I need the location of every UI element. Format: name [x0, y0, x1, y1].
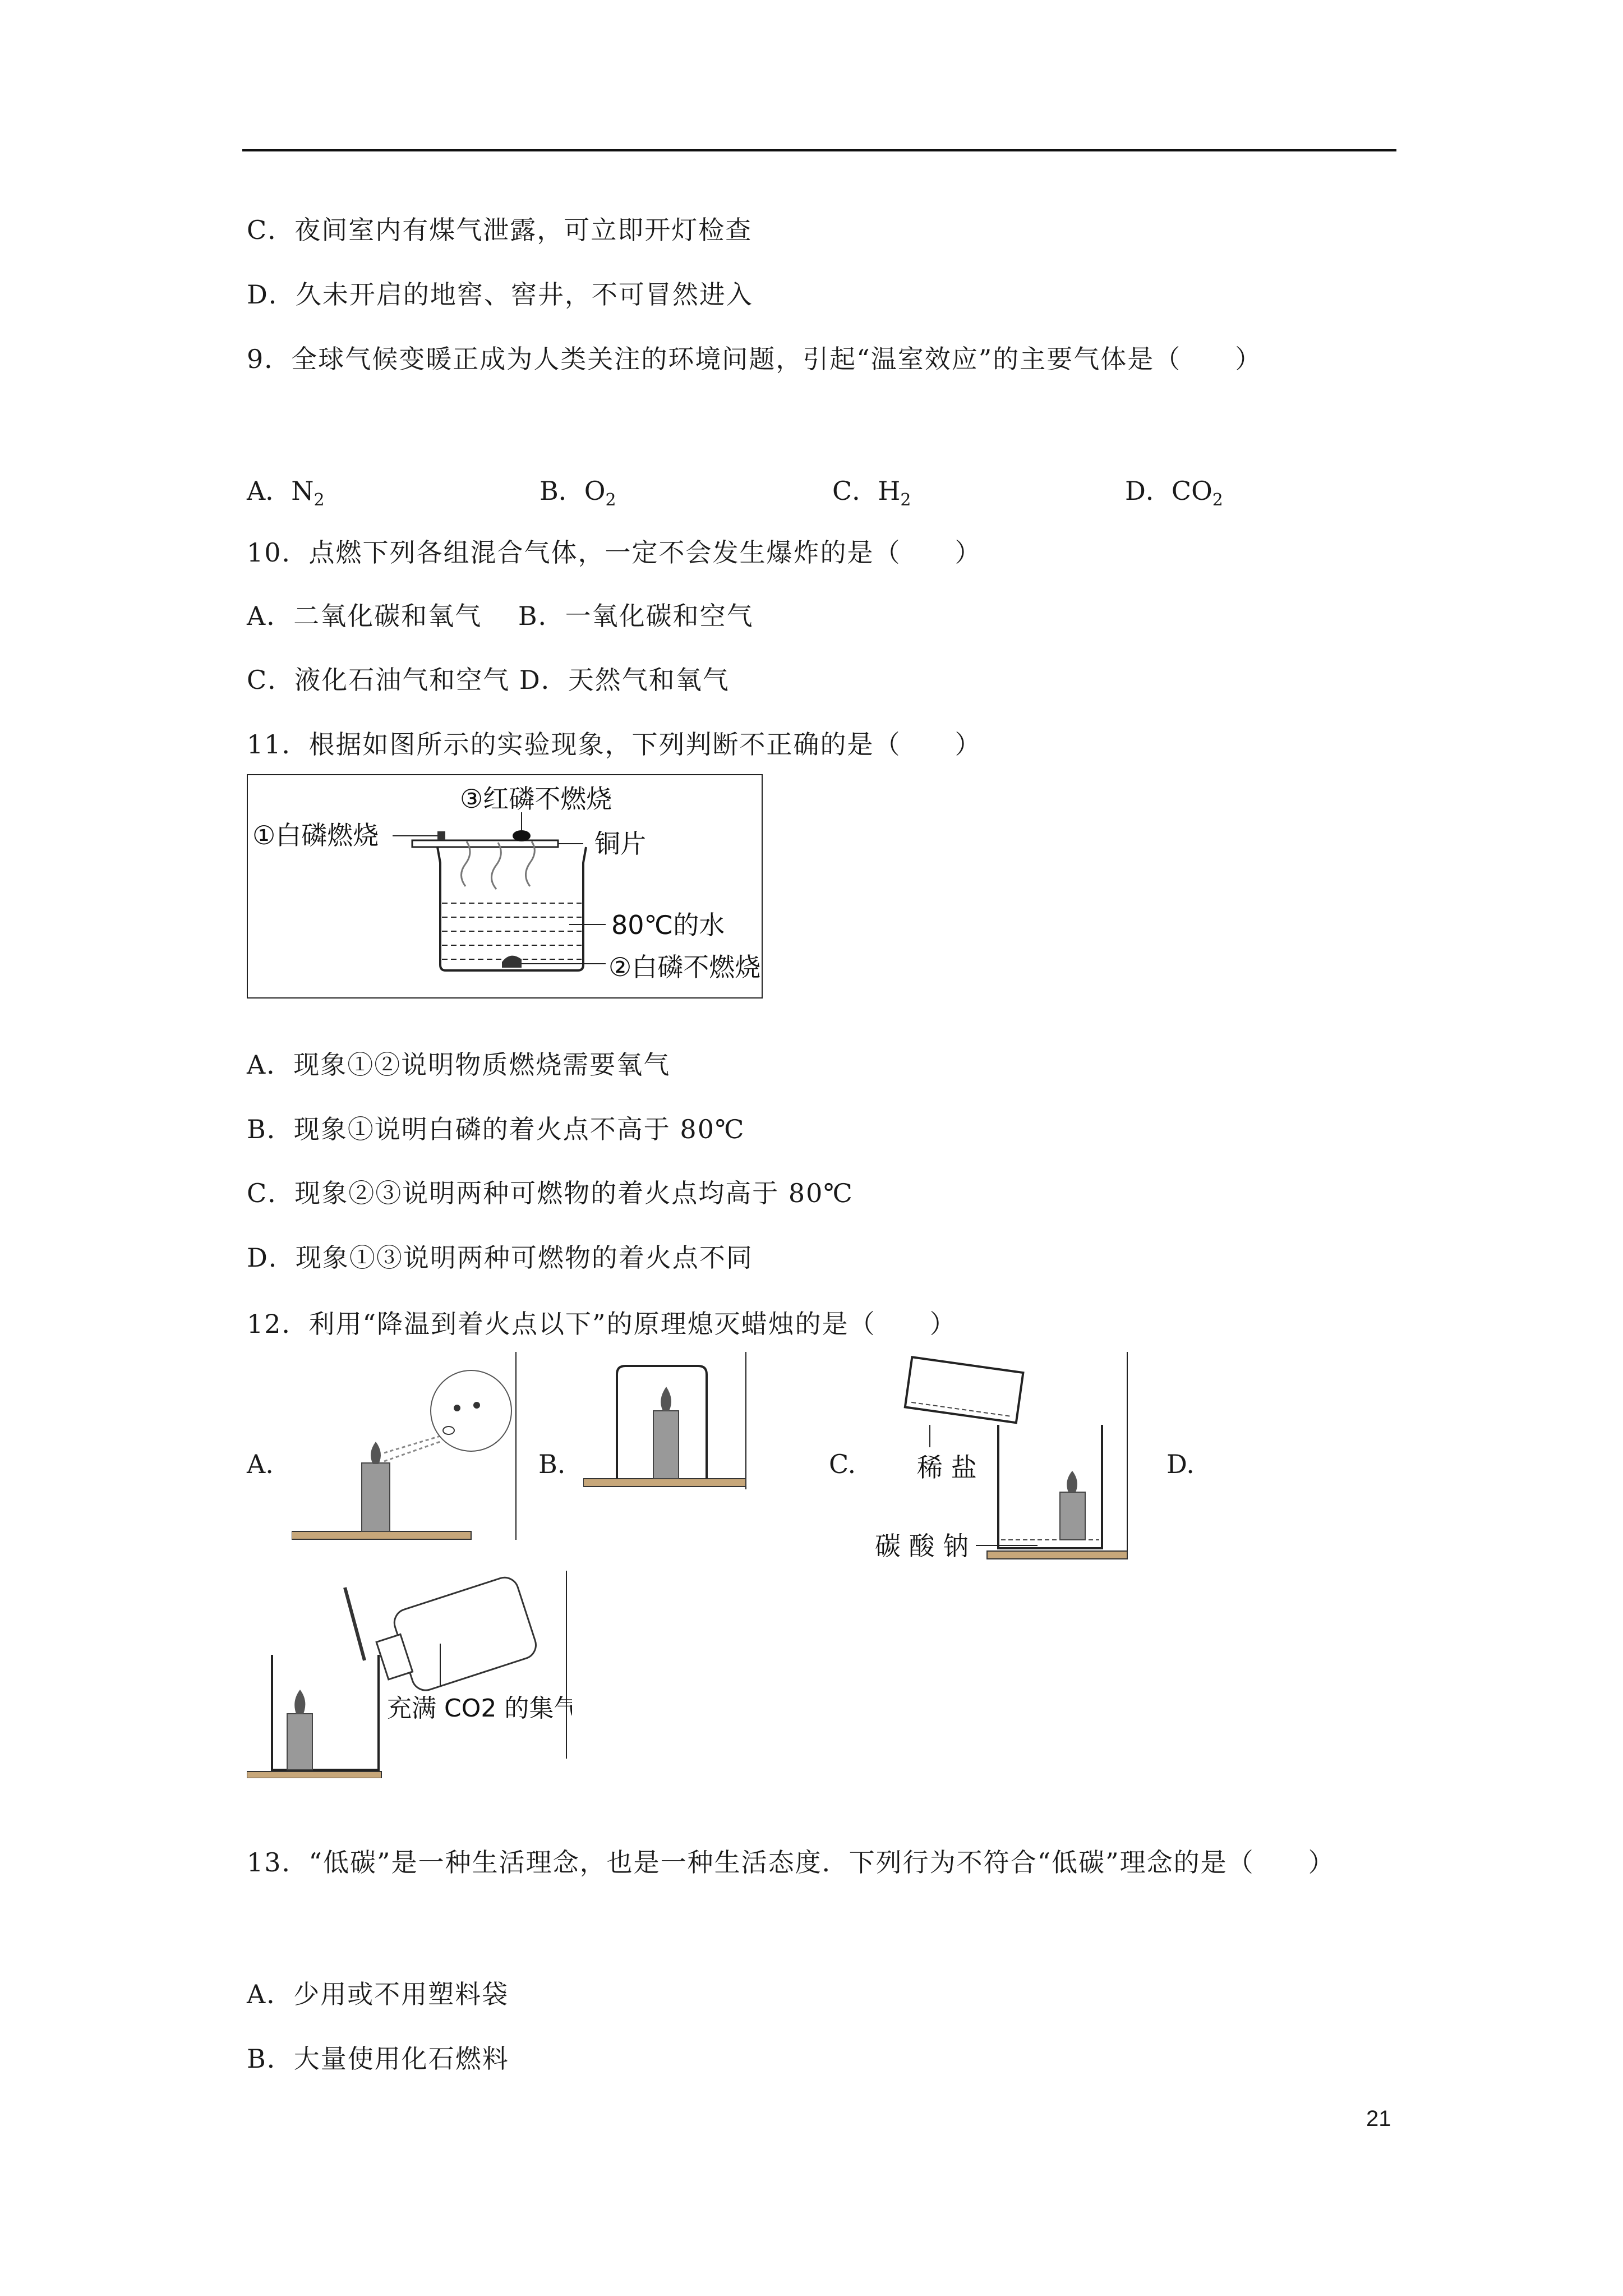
flame-icon: [371, 1442, 381, 1464]
q11-option-b: B．现象①说明白磷的着火点不高于 80℃: [247, 1114, 745, 1144]
candle: [653, 1411, 679, 1479]
header-rule: [242, 149, 1396, 151]
label-sodium-carbonate: 碳 酸 钠: [875, 1531, 969, 1561]
label-white-burning: ①白磷燃烧: [252, 820, 379, 850]
label-water: 80℃的水: [611, 910, 725, 940]
beaker: [437, 847, 586, 970]
red-phosphorus: [513, 830, 531, 841]
candle: [287, 1714, 312, 1770]
q9-option-b: B．$O_2$: [540, 476, 616, 510]
question-10: 10．点燃下列各组混合气体，一定不会发生爆炸的是（ ）: [247, 537, 982, 568]
label-co2-jar: 充满 CO2 的集气: [387, 1694, 572, 1723]
beaker: [998, 1425, 1102, 1548]
q11-figure: [247, 774, 763, 999]
question-12: 12．利用“降温到着火点以下”的原理熄灭蜡烛的是（ ）: [247, 1309, 957, 1339]
q12-figure-d: [247, 1571, 572, 1778]
q11-option-a: A．现象①②说明物质燃烧需要氧气: [247, 1050, 671, 1080]
label-white-not-burning: ②白磷不燃烧: [608, 952, 761, 982]
question-11: 11．根据如图所示的实验现象，下列判断不正确的是（ ）: [247, 729, 982, 760]
gas-jar: [391, 1574, 540, 1694]
q12-label-d: D.: [1166, 1449, 1195, 1479]
question-9: 9．全球气候变暖正成为人类关注的环境问题，引起“温室效应”的主要气体是（ ）: [247, 344, 1262, 374]
q12-label-c: C.: [829, 1449, 856, 1479]
white-phosphorus-bottom: [502, 956, 522, 968]
label-copper: 铜片: [594, 829, 646, 859]
q12-figure-c: [875, 1352, 1133, 1565]
q13-option-a: A．少用或不用塑料袋: [247, 1979, 509, 2009]
flame-icon: [1067, 1471, 1077, 1492]
q8-option-d: D．久未开启的地窖、窖井，不可冒然进入: [247, 279, 753, 310]
label-hydrochloric-acid: 稀 盐: [917, 1452, 977, 1483]
q12-figure-a: [292, 1352, 522, 1543]
flame-icon: [294, 1690, 305, 1714]
candle: [1060, 1492, 1085, 1540]
q11-option-d: D．现象①③说明两种可燃物的着火点不同: [247, 1243, 753, 1273]
q8-option-c: C．夜间室内有煤气泄露，可立即开灯检查: [247, 215, 753, 245]
q12-label-b: B.: [538, 1449, 566, 1479]
white-phosphorus-top: [437, 831, 445, 840]
q13-option-b: B．大量使用化石燃料: [247, 2044, 509, 2074]
q11-option-c: C．现象②③说明两种可燃物的着火点均高于 80℃: [247, 1178, 854, 1208]
q9-option-d: D．$CO_2$: [1125, 476, 1223, 510]
question-13: 13．“低碳”是一种生活理念，也是一种生活态度．下列行为不符合“低碳”理念的是（ ）: [247, 1847, 1335, 1878]
q9-option-a: A．$N_2$: [247, 476, 325, 510]
label-red-phosphorus: ③红磷不燃烧: [460, 784, 612, 814]
tilted-beaker: [905, 1357, 1023, 1423]
candle: [362, 1463, 390, 1531]
face-icon: [431, 1370, 511, 1451]
q9-option-c: C．$H_2$: [832, 476, 911, 510]
page-number: 21: [1366, 2106, 1391, 2131]
q10-options-ab: A．二氧化碳和氧气 B．一氧化碳和空气: [247, 601, 754, 631]
q10-options-cd: C．液化石油气和空气 D．天然气和氧气: [247, 665, 730, 695]
flame-icon: [661, 1387, 671, 1411]
q12-figure-b: [583, 1352, 751, 1492]
copper-plate: [412, 840, 558, 847]
q12-label-a: A.: [247, 1449, 274, 1479]
